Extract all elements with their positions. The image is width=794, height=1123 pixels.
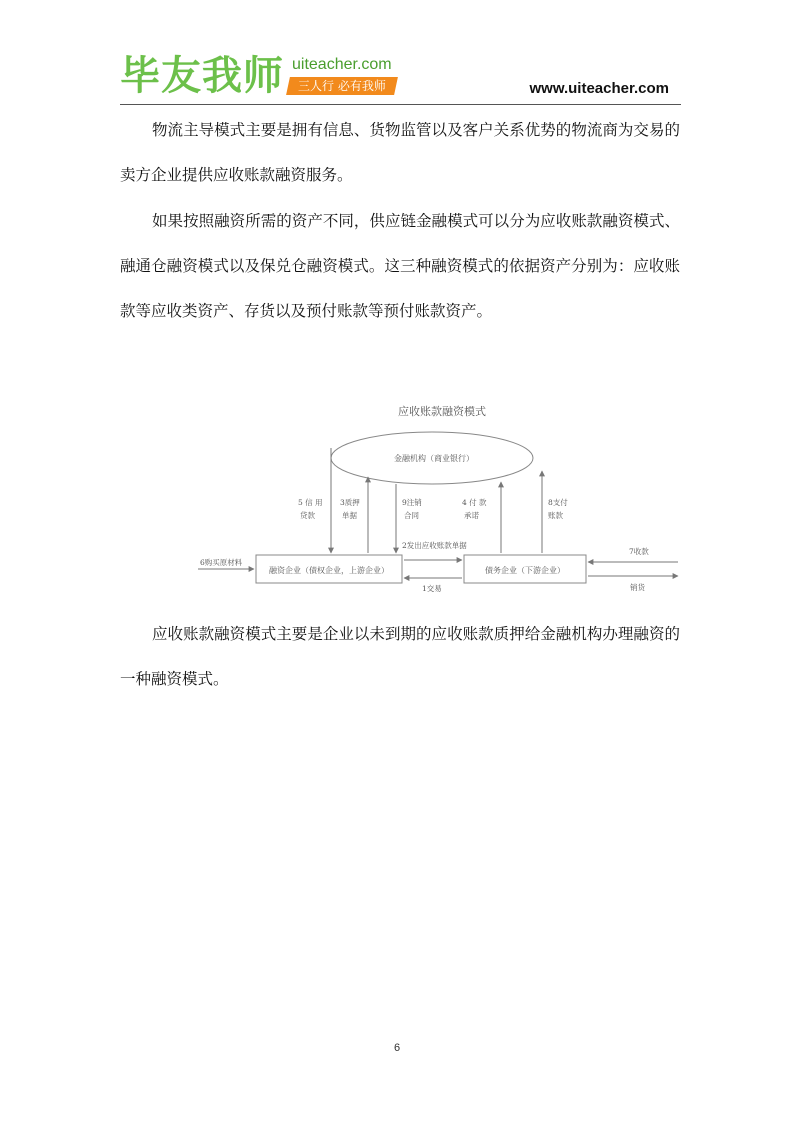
step8-line1: 8支付 — [548, 498, 568, 507]
step7-label: 7收款 — [629, 547, 649, 556]
paragraph-receivables-model — [120, 612, 680, 702]
sales-label: 销货 — [630, 583, 645, 592]
paragraph-3-text: 应收账款融资模式主要是企业以未到期的应收账款质押给金融机构办理融资的一种融资模式。 — [120, 625, 680, 688]
step3-line1: 3质押 — [340, 498, 360, 507]
step3-line2: 单据 — [342, 511, 357, 520]
logo-slogan-text: 三人行 必有我师 — [298, 79, 386, 93]
step4-line1: 4 付 款 — [462, 498, 487, 507]
header-divider — [120, 104, 681, 105]
logo-domain: uiteacher.com — [292, 56, 392, 73]
step9-line2: 合同 — [404, 511, 419, 520]
step1-label: 1交易 — [422, 584, 442, 593]
page-header — [120, 52, 681, 105]
step2-label: 2发出应收账款单据 — [402, 541, 467, 550]
site-url[interactable]: www.uiteacher.com — [529, 80, 669, 97]
page-number: 6 — [393, 1042, 401, 1054]
step5-line2: 贷款 — [300, 511, 315, 520]
paragraph-logistics-model — [120, 108, 680, 198]
paragraph-financing-modes — [120, 199, 680, 334]
bank-label: 金融机构（商业银行） — [394, 454, 474, 463]
logo-chinese: 毕友我师 — [120, 53, 284, 99]
diagram-title: 应收账款融资模式 — [398, 405, 486, 418]
step8-line2: 账款 — [548, 511, 563, 520]
logo-slogan — [286, 77, 398, 95]
step4-line2: 承诺 — [464, 511, 479, 520]
step6-label: 6购买原材料 — [200, 558, 243, 567]
financing-firm-label: 融资企业（债权企业，上游企业） — [269, 566, 389, 575]
paragraph-2-text: 如果按照融资所需的资产不同，供应链金融模式可以分为应收账款融资模式、融通仓融资模式以及保兑仓融资模式。这三种融资模式的依据资产分别为：应收账款等应收类资产、存货以及预付账款等预付账款资产。 — [120, 212, 680, 320]
step5-line1: 5 信 用 — [298, 498, 323, 507]
paragraph-1-text: 物流主导模式主要是拥有信息、货物监管以及客户关系优势的物流商为交易的卖方企业提供应收账款融资服务。 — [120, 121, 680, 184]
step9-line1: 9注销 — [402, 498, 422, 507]
receivables-financing-diagram — [196, 395, 682, 600]
debtor-firm-label: 债务企业（下游企业） — [485, 566, 565, 575]
